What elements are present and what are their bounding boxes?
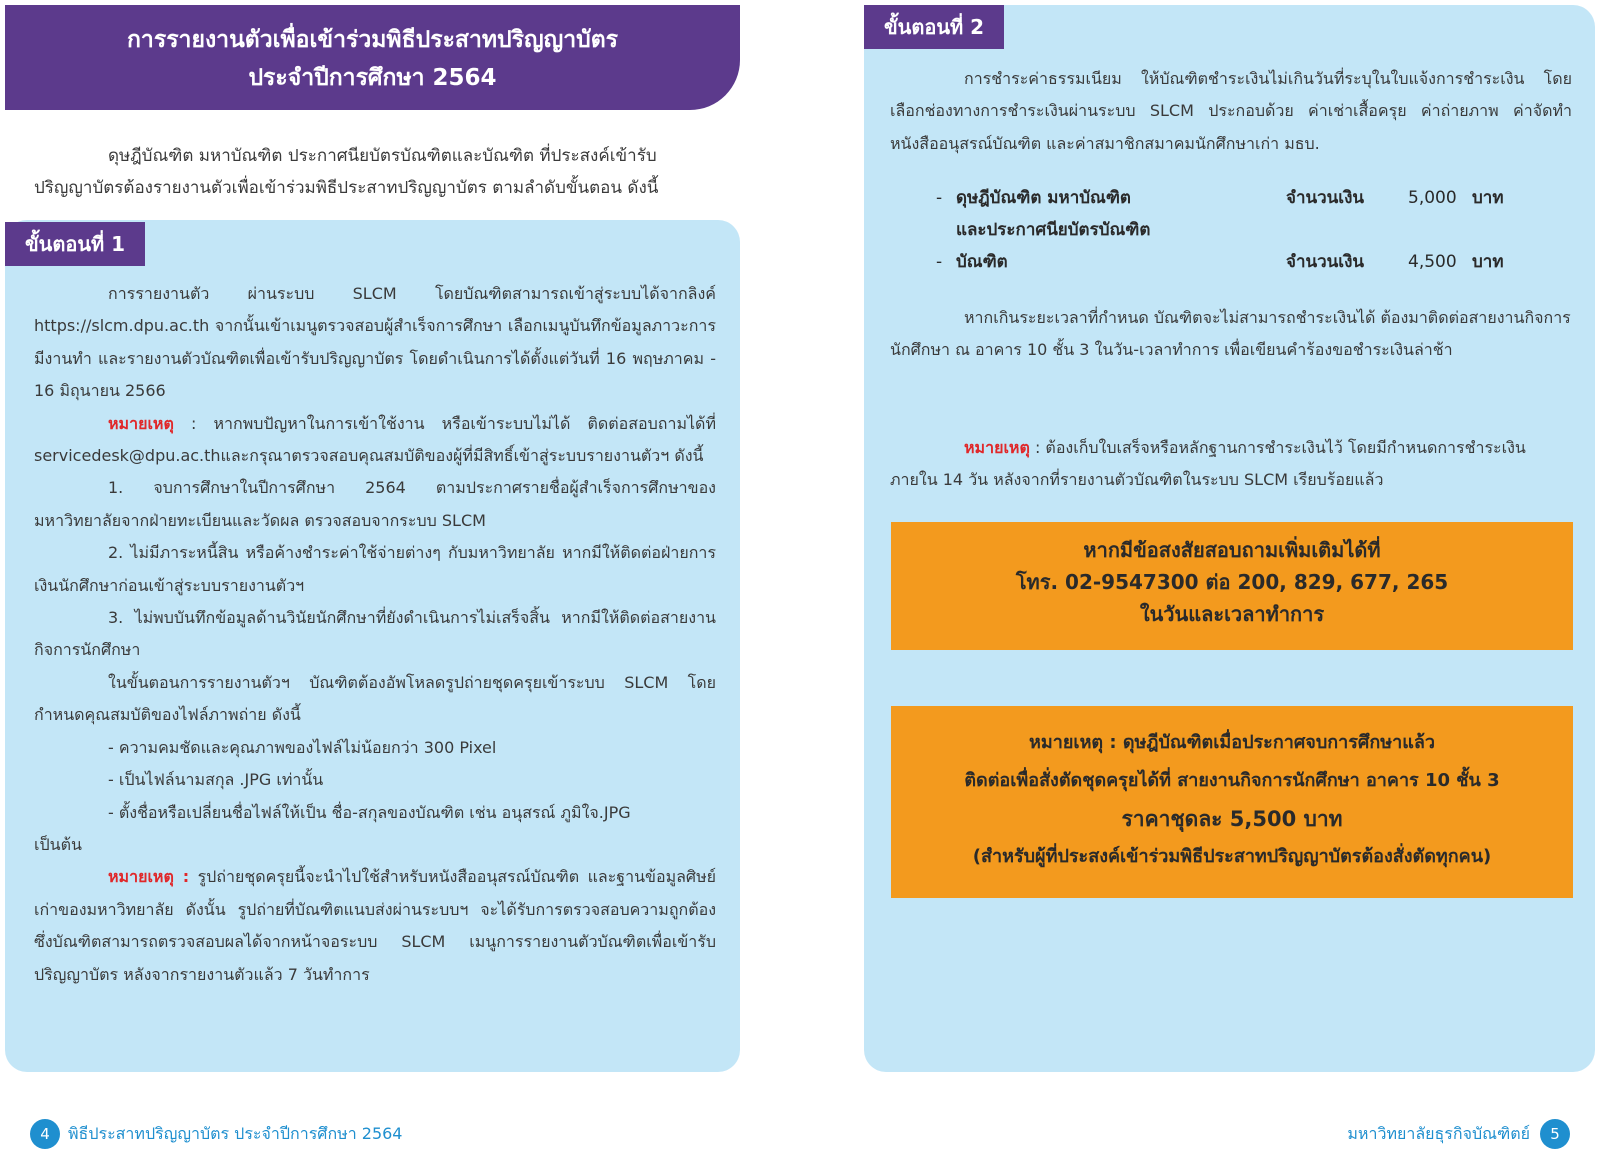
photo-requirement-1: - ความคมชัดและคุณภาพของไฟล์ไม่น้อยกว่า 300 Pixel xyxy=(108,737,497,757)
fee-row-1 xyxy=(936,182,1536,214)
fee-amount: 5,000 xyxy=(1408,188,1457,208)
step1-paragraph: การรายงานตัว ผ่านระบบ SLCM โดยบัณฑิตสามารถเข้าสู่ระบบได้จากลิงค์ https://slcm.dpu.ac.th จากนั้นเข้าเมนูตรวจสอบผู้สำเร็จการศึกษา เลือกเมนูบันทึกข้อมูลภาวะการมีงานทำ และรายงานตัวบัณฑิตเพื่อเข้ารับปริญญาบัตร โดยดำเนินการได้ตั้งแต่วันที่ 16 พฤษภาคม - 16 มิถุนายน 2566 xyxy=(34,284,716,401)
step2-tab: ขั้นตอนที่ 2 xyxy=(864,5,1004,49)
step1-content xyxy=(34,278,716,991)
title-line-1: การรายงานตัวเพื่อเข้าร่วมพิธีประสาทปริญญาบัตร xyxy=(127,27,618,53)
intro-paragraph xyxy=(34,140,716,204)
page-number-4: 4 xyxy=(30,1119,60,1149)
step1-tab: ขั้นตอนที่ 1 xyxy=(5,222,145,266)
late-payment-paragraph xyxy=(890,302,1572,367)
footer-right-text: มหาวิทยาลัยธุรกิจบัณฑิตย์ xyxy=(1347,1123,1530,1143)
fee-unit: บาท xyxy=(1472,252,1504,272)
condition-2: 2. ไม่มีภาระหนี้สิน หรือค้างชำระค่าใช้จ่ายต่างๆ กับมหาวิทยาลัย หากมีให้ติดต่อฝ่ายการเงินนักศึกษาก่อนเข้าสู่ระบบรายงานตัวฯ xyxy=(34,543,716,595)
gown-line-1: หมายเหตุ : ดุษฎีบัณฑิตเมื่อประกาศจบการศึกษาแล้ว xyxy=(1029,732,1435,753)
page-number-5: 5 xyxy=(1540,1119,1570,1149)
title-banner xyxy=(5,5,740,110)
photo-paragraph: ในขั้นตอนการรายงานตัวฯ บัณฑิตต้องอัพโหลดรูปถ่ายชุดครุยเข้าระบบ SLCM โดยกำหนดคุณสมบัติของไฟล์ภาพถ่าย ดังนี้ xyxy=(34,672,716,725)
title-line-2: ประจำปีการศึกษา 2564 xyxy=(248,65,497,91)
intro-line-1: ดุษฎีบัณฑิต มหาบัณฑิต ประกาศนียบัตรบัณฑิตและบัณฑิต ที่ประสงค์เข้ารับ xyxy=(108,146,657,166)
gown-line-3: ราคาชุดละ 5,500 บาท xyxy=(1121,807,1343,831)
photo-note xyxy=(34,861,716,991)
late-payment-text: หากเกินระยะเวลาที่กำหนด บัณฑิตจะไม่สามารถชำระเงินได้ ต้องมาติดต่อสายงานกิจการนักศึกษา ณ อาคาร 10 ชั้น 3 ในวัน-เวลาทำการ เพื่อเขียนคำร้องขอชำระเงินล่าช้า xyxy=(890,308,1571,360)
fee-dash: - xyxy=(936,252,943,272)
condition-1: 1. จบการศึกษาในปีการศึกษา 2564 ตามประกาศรายชื่อผู้สำเร็จการศึกษาของมหาวิทยาลัยจากฝ่ายทะเบียนและวัดผล ตรวจสอบจากระบบ SLCM xyxy=(34,478,716,530)
note-label: หมายเหตุ xyxy=(108,413,174,433)
fee-label: จำนวนเงิน xyxy=(1286,188,1365,208)
photo-requirement-3-cont: เป็นต้น xyxy=(34,834,82,854)
note-label-2: หมายเหตุ : xyxy=(108,867,190,887)
fee-amount: 4,500 xyxy=(1408,252,1457,272)
fee-unit: บาท xyxy=(1472,188,1504,208)
footer-right xyxy=(1347,1118,1570,1148)
photo-requirement-2: - เป็นไฟล์นามสกุล .JPG เท่านั้น xyxy=(108,770,324,790)
step2-content xyxy=(890,63,1572,160)
fee-label: จำนวนเงิน xyxy=(1286,252,1365,272)
fee-dash: - xyxy=(936,188,943,208)
contact-line-2: โทร. 02-9547300 ต่อ 200, 829, 677, 265 xyxy=(1015,570,1449,594)
intro-line-2: ปริญญาบัตรต้องรายงานตัวเพื่อเข้าร่วมพิธีประสาทปริญญาบัตร ตามลำดับขั้นตอน ดังนี้ xyxy=(34,178,659,198)
footer-left xyxy=(30,1118,402,1148)
fee-name: ดุษฎีบัณฑิต มหาบัณฑิต xyxy=(956,188,1131,208)
footer-left-text: พิธีประสาทปริญญาบัตร ประจำปีการศึกษา 2564 xyxy=(68,1123,403,1143)
photo-note-text: รูปถ่ายชุดครุยนี้จะนำไปใช้สำหรับหนังสืออนุสรณ์บัณฑิต และฐานข้อมูลศิษย์เก่าของมหาวิทยาลัย ดังนั้น รูปถ่ายที่บัณฑิตแนบส่งผ่านระบบฯ จะได้รับการตรวจสอบความถูกต้อง ซึ่งบัณฑิตสามารถตรวจสอบผลได้จากหน้าจอระบบ SLCM เมนูการรายงานตัวบัณฑิตเพื่อเข้ารับปริญญาบัตร หลังจากรายงานตัวแล้ว 7 วันทำการ xyxy=(34,867,717,984)
fee-row-1-cont xyxy=(936,214,1536,246)
fee-list xyxy=(936,182,1536,278)
contact-line-1: หากมีข้อสงสัยสอบถามเพิ่มเติมได้ที่ xyxy=(1083,538,1381,562)
fee-row-2 xyxy=(936,246,1536,278)
payment-note-text: : ต้องเก็บใบเสร็จหรือหลักฐานการชำระเงินไว้ โดยมีกำหนดการชำระเงินภายใน 14 วัน หลังจากที่รายงานตัวบัณฑิตในระบบ SLCM เรียบร้อยแล้ว xyxy=(890,438,1526,490)
step2-paragraph: การชำระค่าธรรมเนียม ให้บัณฑิตชำระเงินไม่เกินวันที่ระบุในใบแจ้งการชำระเงิน โดยเลือกช่องทางการชำระเงินผ่านระบบ SLCM ประกอบด้วย ค่าเช่าเสื้อครุย ค่าถ่ายภาพ ค่าจัดทำหนังสืออนุสรณ์บัณฑิต และค่าสมาชิกสมาคมนักศึกษาเก่า มธบ. xyxy=(890,69,1573,153)
condition-3: 3. ไม่พบบันทึกข้อมูลด้านวินัยนักศึกษาที่ยังดำเนินการไม่เสร็จสิ้น หากมีให้ติดต่อสายงานกิจการนักศึกษา xyxy=(34,608,716,660)
note-label-3: หมายเหตุ xyxy=(964,438,1030,457)
gown-note-box xyxy=(891,706,1573,898)
step1-note xyxy=(34,408,716,473)
fee-name: บัณฑิต xyxy=(956,252,1008,272)
payment-note-text-wrap xyxy=(890,432,1572,497)
payment-note xyxy=(890,432,1572,497)
note-text: : หากพบปัญหาในการเข้าใช้งาน หรือเข้าระบบไม่ได้ ติดต่อสอบถามได้ที่ servicedesk@dpu.ac.thและกรุณาตรวจสอบคุณสมบัติของผู้ที่มีสิทธิ์เข้าสู่ระบบรายงานตัวฯ ดังนี้ xyxy=(34,413,716,466)
photo-requirement-3: - ตั้งชื่อหรือเปลี่ยนชื่อไฟล์ให้เป็น ชื่อ-สกุลของบัณฑิต เช่น อนุสรณ์ ภูมิใจ.JPG xyxy=(108,802,631,822)
gown-line-4: (สำหรับผู้ที่ประสงค์เข้าร่วมพิธีประสาทปริญญาบัตรต้องสั่งตัดทุกคน) xyxy=(972,846,1492,867)
gown-line-2: ติดต่อเพื่อสั่งตัดชุดครุยได้ที่ สายงานกิจการนักศึกษา อาคาร 10 ชั้น 3 xyxy=(964,770,1500,791)
contact-line-3: ในวันและเวลาทำการ xyxy=(1139,602,1325,626)
contact-box xyxy=(891,522,1573,650)
fee-name-cont: และประกาศนียบัตรบัณฑิต xyxy=(956,220,1151,240)
